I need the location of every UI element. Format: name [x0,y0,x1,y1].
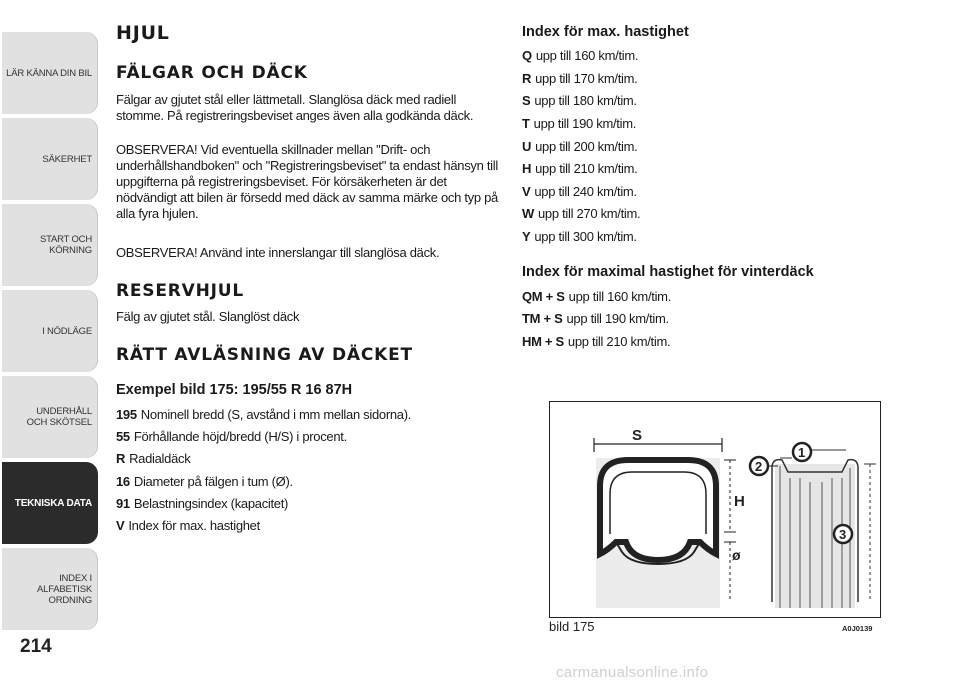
figure-caption: bild 175 [549,619,595,634]
paragraph-observera-2: OBSERVERA! Använd inte innerslangar till slanglösa däck. [116,245,440,260]
example-item: V Index för max. hastighet [116,518,260,533]
winter-item: QM + S upp till 160 km/tim. [522,289,672,304]
label-s: S [632,427,643,444]
speed-item: W upp till 270 km/tim. [522,206,641,221]
callout-1 [793,443,811,461]
tab-label: TEKNISKA DATA [14,497,92,509]
tire-cross-section [594,438,736,608]
speed-index-heading: Index för max. hastighet [522,24,689,40]
tire-diagram [550,402,880,617]
example-heading: Exempel bild 175: 195/55 R 16 87H [116,382,353,398]
callout-2 [750,457,778,475]
tire-diagram-figure [549,401,881,618]
tab-sakerhet[interactable] [2,118,98,200]
winter-item: TM + S upp till 190 km/tim. [522,311,669,326]
callout-3 [834,525,852,543]
tab-label: INDEX I ALFABETISK ORDNING [36,572,92,606]
svg-text:1: 1 [798,445,806,460]
page-number: 214 [20,636,52,657]
paragraph-reservhjul: Fälg av gjutet stål. Slanglöst däck [116,309,300,324]
tab-label: I NÖDLÄGE [42,325,92,337]
example-item: R Radialdäck [116,451,191,466]
example-item: 16 Diameter på fälgen i tum (Ø). [116,474,293,489]
tab-tekniska-data[interactable] [2,462,98,544]
example-item: 91 Belastningsindex (kapacitet) [116,496,289,511]
label-diameter: ø [732,547,741,563]
tab-lar-kanna-din-bil[interactable] [2,32,98,114]
speed-item: V upp till 240 km/tim. [522,184,637,199]
tab-start-och-korning[interactable] [2,204,98,286]
rim-profile [772,450,876,608]
example-item: 195 Nominell bredd (S, avstånd i mm mellan sidorna). [116,407,412,422]
tab-label: UNDERHÅLL OCH SKÖTSEL [26,406,92,428]
paragraph-falgar: Fälgar av gjutet stål eller lättmetall. Slanglösa däck med radiell stomme. På registreringsbeviset anges även alla godkända däck. [116,92,474,123]
section-title-ratt-avlasning: RÄTT AVLÄSNING AV DÄCKET [116,345,413,365]
winter-item: HM + S upp till 210 km/tim. [522,334,671,349]
page-title: HJUL [116,22,170,44]
speed-item: U upp till 200 km/tim. [522,139,638,154]
tab-i-nodlage[interactable] [2,290,98,372]
speed-item: H upp till 210 km/tim. [522,161,638,176]
tab-label: START OCH KÖRNING [39,234,92,256]
tab-label: LÄR KÄNNA DIN BIL [6,67,92,79]
section-title-falgar: FÄLGAR OCH DÄCK [116,63,308,83]
speed-item: T upp till 190 km/tim. [522,116,637,131]
watermark: carmanualsonline.info [556,664,709,681]
tab-label: SÄKERHET [42,153,92,165]
tab-index-i-alfabetisk-ordning[interactable] [2,548,98,630]
paragraph-observera-1: OBSERVERA! Vid eventuella skillnader mellan "Drift- och underhållshandboken" och "Registreringsbeviset" ta endast hänsyn till uppgifterna på registreringsbeviset. För körsäkerheten är det nödvändigt att bilen är försedd med däck av samma märke och typ på alla fyra hjulen. [116,142,498,221]
speed-item: Q upp till 160 km/tim. [522,48,639,63]
winter-index-heading: Index för maximal hastighet för vinterdäck [522,264,814,280]
chapter-sidebar [0,0,100,686]
figure-code: A0J0139 [842,624,873,633]
speed-item: S upp till 180 km/tim. [522,93,637,108]
svg-text:3: 3 [839,527,847,542]
svg-text:2: 2 [755,459,763,474]
example-item: 55 Förhållande höjd/bredd (H/S) i procent. [116,429,347,444]
tab-underhall-och-skotsel[interactable] [2,376,98,458]
section-title-reservhjul: RESERVHJUL [116,281,244,301]
speed-item: Y upp till 300 km/tim. [522,229,637,244]
label-h: H [734,493,745,510]
speed-item: R upp till 170 km/tim. [522,71,638,86]
